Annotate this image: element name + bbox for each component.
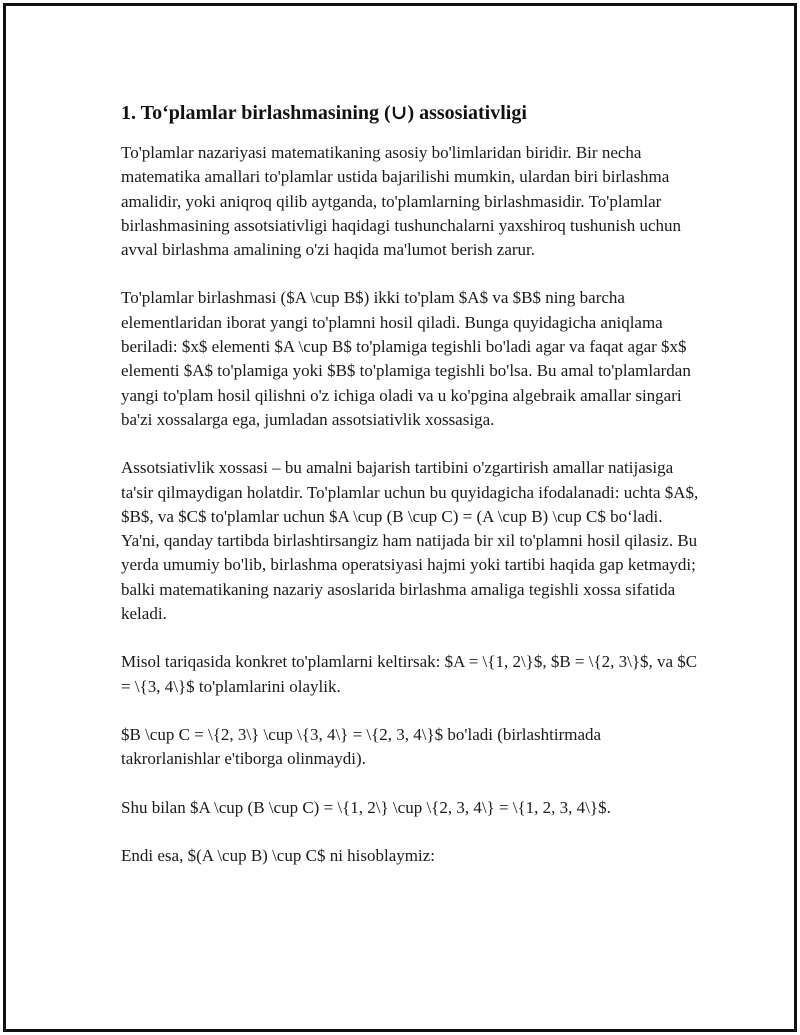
- paragraph-ab-union-c: Endi esa, $(A \cup B) \cup C$ ni hisoblaymiz:: [121, 845, 435, 865]
- paragraph-intro: To'plamlar nazariyasi matematikaning asosiy bo'limlaridan biridir. Bir necha matematika amallari to'plamlar ustida bajarilishi mumkin, ulardan biri birlashma amalidir, yoki aniqroq qilib aytganda, to'plamlarning birlashmasidir. To'plamlar birlashmasining assotsiativligi haqidagi tushunchalarni yaxshiroq tushunish uchun avval birlashma amalining o'zi haqida ma'lumot berish zarur.: [121, 143, 681, 260]
- document-body: [121, 99, 701, 892]
- paragraph-b-union-c: $B \cup C = \{2, 3\} \cup \{3, 4\} = \{2, 3, 4\}$ bo'ladi (birlashtirmada takrorlanishlar e'tiborga olinmaydi).: [121, 724, 602, 769]
- section-title: 1. To‘plamlar birlashmasining (∪) assosiativligi: [121, 102, 527, 124]
- paragraph-example-sets: Misol tariqasida konkret to'plamlarni keltirsak: $A = \{1, 2\}$, $B = \{2, 3\}$, va $C = \{3, 4\}$ to'plamlarini olaylik.: [121, 652, 698, 696]
- paragraph-union-definition: To'plamlar birlashmasi ($A \cup B$) ikki to'plam $A$ va $B$ ning barcha elementlaridan iborat yangi to'plamni hosil qiladi. Bunga quyidagicha aniqlama beriladi: $x$ elementi $A \cup B$ to'plamiga tegishli bo'ladi agar va faqat agar $x$ elementi $A$ to'plamiga yoki $B$ to'plamiga tegishli bo'lsa. Bu amal to'plamlardan yangi to'plam hosil qilishni o'z ichiga oladi va u ko'pgina algebraik amallar singari ba'zi xossalarga ega, jumladan assotsiativlik xossasiga.: [121, 288, 691, 429]
- paragraph-associativity: Assotsiativlik xossasi – bu amalni bajarish tartibini o'zgartirish amallar natijasiga ta'sir qilmaydigan holatdir. To'plamlar uchun bu quyidagicha ifodalanadi: uchta $A$, $B$, va $C$ to'plamlar uchun $A \cup (B \cup C) = (A \cup B) \cup C$ bo‘ladi. Ya'ni, qanday tartibda birlashtirsangiz ham natijada bir xil to'plamni hosil qilasiz. Bu yerda umumiy bo'lib, birlashma operatsiyasi hajmi yoki tartibi haqida gap ketmaydi; balki matematikaning nazariy asoslarida birlashma amaliga tegishli xossa sifatida keladi.: [121, 458, 699, 624]
- page-frame: [3, 3, 797, 1032]
- paragraph-a-union-bc: Shu bilan $A \cup (B \cup C) = \{1, 2\} \cup \{2, 3, 4\} = \{1, 2, 3, 4\}$.: [121, 797, 611, 817]
